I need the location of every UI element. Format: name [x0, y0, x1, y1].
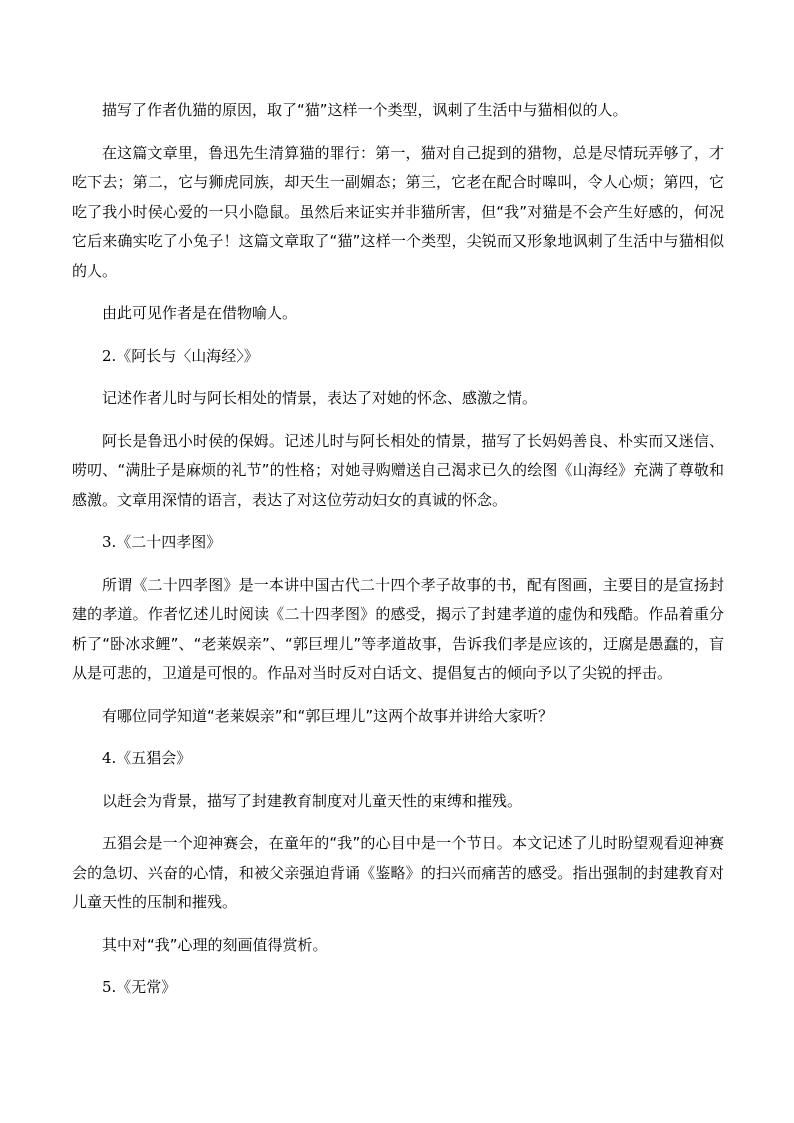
paragraph-ah-chang-detail: 阿长是鲁迅小时侯的保姆。记述儿时与阿长相处的情景，描写了长妈妈善良、朴实而又迷信、唠叨、“满肚子是麻烦的礼节”的性格；对她寻购赠送自己渴求已久的绘图《山海经》充满了尊敬和感激。文章用深情的语言，表达了对这位劳动妇女的真诚的怀念。 — [72, 431, 724, 509]
paragraph-24-filial-detail: 所谓《二十四孝图》是一本讲中国古代二十四个孝子故事的书，配有图画，主要目的是宣扬封建的孝道。作者忆述儿时阅读《二十四孝图》的感受，揭示了封建孝道的虚伪和残酷。作品着重分析了“卧冰求鲤”、“老莱娱亲”、“郭巨埋儿”等孝道故事，告诉我们孝是应该的，迂腐是愚蠢的，盲从是可悲的，卫道是可恨的。作品对当时反对白话文、提倡复古的倾向予以了尖锐的抨击。 — [72, 575, 724, 682]
section-heading-wuchang: 5.《无常》 — [102, 978, 177, 996]
paragraph-wuchang-fair-note: 其中对“我”心理的刻画值得赏析。 — [102, 935, 328, 954]
paragraph-cat-summary: 描写了作者仇猫的原因，取了“猫”这样一个类型，讽刺了生活中与猫相似的人。 — [102, 101, 628, 119]
section-heading-wuchang-fair: 4.《五猖会》 — [102, 749, 192, 767]
paragraph-wuchang-fair-summary: 以赶会为背景，描写了封建教育制度对儿童天性的束缚和摧残。 — [102, 791, 523, 810]
paragraph-24-filial-question: 有哪位同学知道“老莱娱亲”和“郭巨埋儿”这两个故事并讲给大家听？ — [102, 706, 554, 725]
paragraph-cat-detail: 在这篇文章里，鲁迅先生清算猫的罪行：第一，猫对自己捉到的猎物，总是尽情玩弄够了，才吃下去；第二，它与狮虎同族，却天生一副媚态；第三，它老在配合时嗥叫，令人心烦；第四，它吃了我小时侯心爱的一只小隐鼠。虽然后来证实并非猫所害，但“我”对猫是不会产生好感的，何况它后来确实吃了小兔子！这篇文章取了“猫”这样一个类型，尖锐而又形象地讽刺了生活中与猫相似的人。 — [72, 143, 724, 280]
paragraph-cat-conclusion: 由此可见作者是在借物喻人。 — [102, 304, 298, 322]
paragraph-wuchang-fair-detail: 五猖会是一个迎神赛会，在童年的“我”的心目中是一个节日。本文记述了儿时盼望观看迎神赛会的急切、兴奋的心情，和被父亲强迫背诵《鉴略》的扫兴而痛苦的感受。指出强制的封建教育对儿童天性的压制和摧残。 — [72, 834, 724, 911]
section-heading-24-filial: 3.《二十四孝图》 — [102, 533, 222, 551]
section-heading-ah-chang: 2.《阿长与〈山海经〉》 — [102, 346, 259, 365]
paragraph-ah-chang-summary: 记述作者儿时与阿长相处的情景，表达了对她的怀念、感激之情。 — [102, 389, 538, 407]
document-body — [72, 96, 724, 1016]
